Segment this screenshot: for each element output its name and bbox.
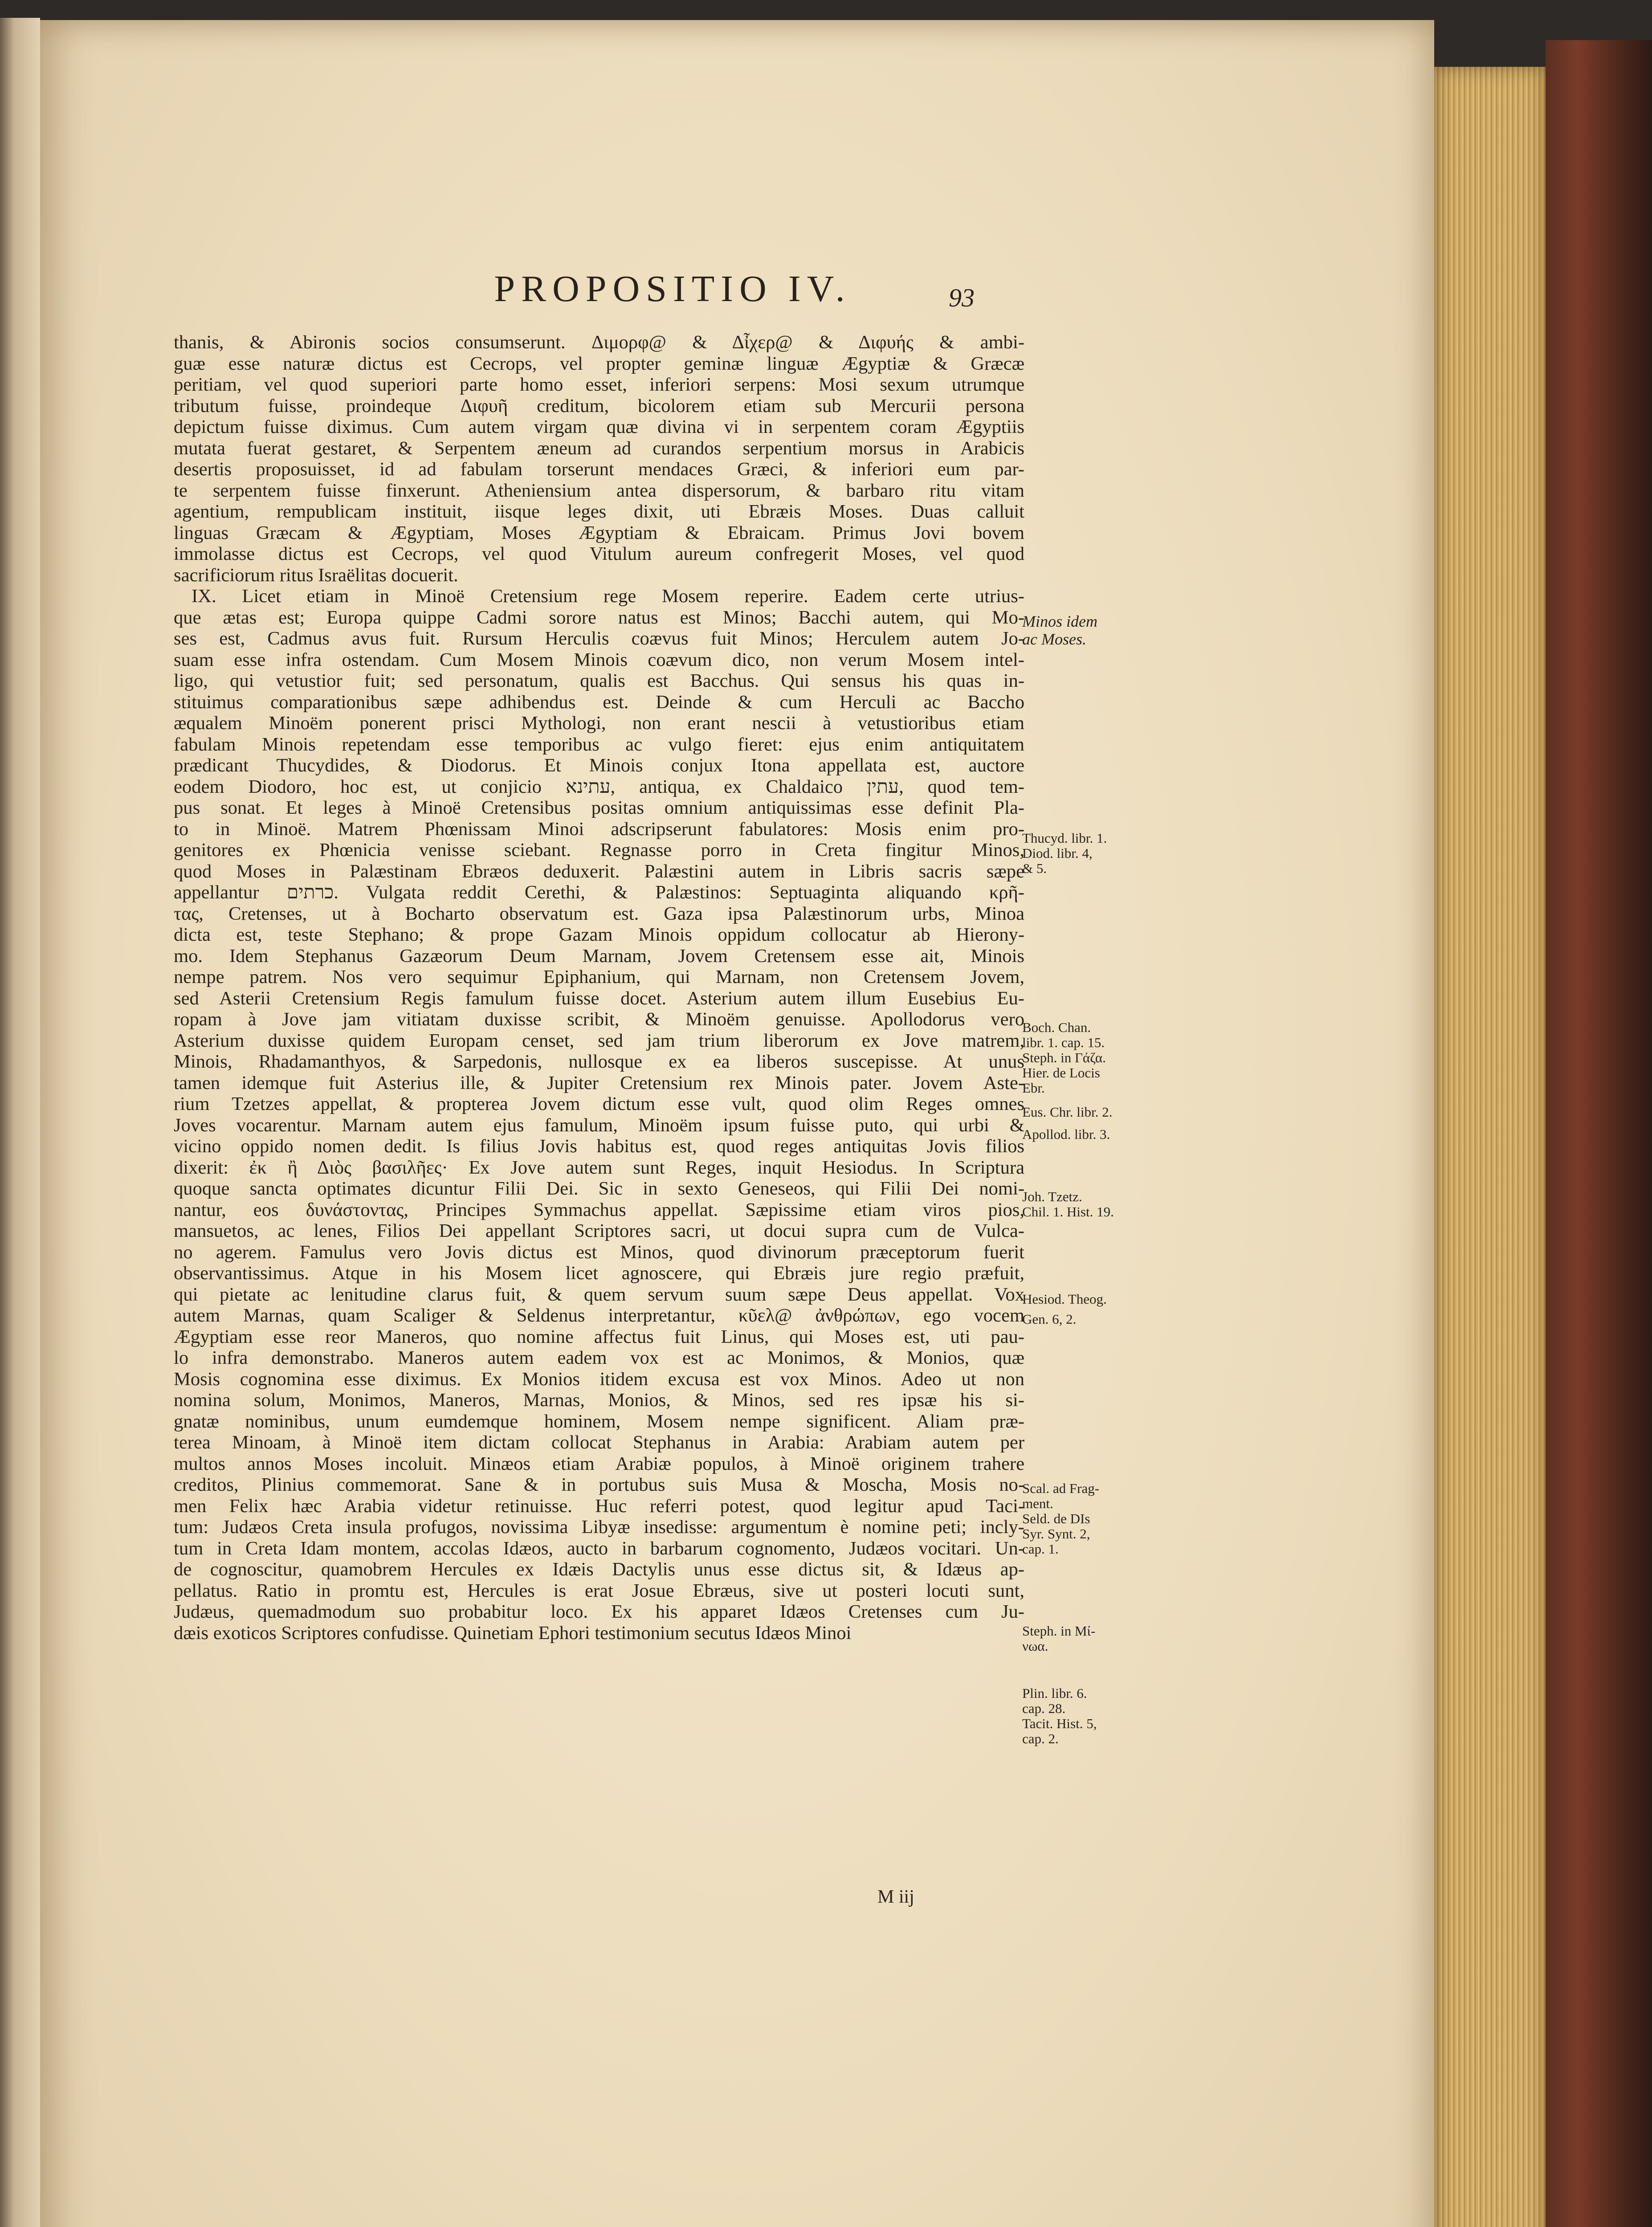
text-line: guæ esse naturæ dictus est Cecrops, vel propter geminæ linguæ Ægyptiæ & Græcæ [174, 353, 1024, 374]
text-line: sacrificiorum ritus Israëlitas docuerit. [174, 564, 458, 586]
marginal-note: Eus. Chr. libr. 2. [1022, 1104, 1113, 1120]
marginal-note: Thucyd. libr. 1. Diod. libr. 4, & 5. [1022, 830, 1107, 876]
text-line: suam esse infra ostendam. Cum Mosem Minois coævum dico, non verum Mosem intel- [174, 649, 1024, 670]
text-line: tributum fuisse, proindeque Διφυῆ creditum, bicolorem etiam sub Mercurii persona [174, 395, 1024, 416]
text-line: Judæus, quemadmodum suo probabitur loco. Ex his apparet Idæos Cretenses cum Ju- [174, 1601, 1024, 1622]
text-line: creditos, Plinius commemorat. Sane & in portubus suis Musa & Moscha, Mosis no- [174, 1474, 1024, 1495]
text-line: nomina solum, Monimos, Maneros, Marnas, Monios, & Minos, sed res ipsæ his si- [174, 1390, 1024, 1411]
text-line: ligo, qui vetustior fuit; sed personatum, qualis est Bacchus. Qui sensus his quas in- [174, 670, 1024, 691]
text-line: observantissimus. Atque in his Mosem licet agnoscere, qui Ebræis jure regio præfuit, [174, 1263, 1024, 1284]
text-line: tum in Creta Idam montem, accolas Idæos, aucto in barbarum cognomento, Judæos vocitari. Un- [174, 1538, 1024, 1559]
marginal-note: Boch. Chan. libr. 1. cap. 15. Steph. in Γάζα. Hier. de Locis Ebr. [1022, 1020, 1106, 1096]
text-line: multos annos Moses incoluit. Minæos etiam Arabiæ populos, à Minoë originem trahere [174, 1453, 1024, 1474]
text-line: gnatæ nominibus, unum eumdemque hominem, Mosem nempe significent. Aliam præ- [174, 1411, 1024, 1432]
text-line: Joves vocarentur. Marnam autem ejus famulum, Minoëm ipsum fuisse puto, qui urbi & [174, 1114, 1024, 1136]
text-line: qui pietate ac lenitudine clarus fuit, & quem servum suum sæpe Deus appellat. Vox [174, 1284, 1024, 1305]
text-line: rium Tzetzes appellat, & propterea Jovem dictum esse vult, quod olim Reges omnes [174, 1093, 1024, 1114]
text-line: pellatus. Ratio in promtu est, Hercules is erat Josue Ebræus, sive ut posteri locuti sunt, [174, 1580, 1024, 1601]
text-line: tamen idemque fuit Asterius ille, & Jupiter Cretensium rex Minois pater. Jovem Aste- [174, 1072, 1024, 1093]
text-line: men Felix hæc Arabia videtur retinuisse. Huc referri potest, quod legitur apud Taci- [174, 1495, 1024, 1517]
text-line: vicino oppido nomen dedit. Is filius Jovis habitus est, quod reges antiquitas Jovis filios [174, 1136, 1024, 1157]
cover-edge [1546, 40, 1652, 2227]
text-line: depictum fuisse diximus. Cum autem virgam quæ divina vi in serpentem coram Ægyptiis [174, 416, 1024, 437]
text-line: eodem Diodoro, hoc est, ut conjicio עתינא, antiqua, ex Chaldaico עתין, quod tem- [174, 776, 1024, 797]
text-line: fabulam Minois repetendam esse temporibus ac vulgo fieret: ejus enim antiquitatem [174, 734, 1024, 755]
text-line: de cognoscitur, quamobrem Hercules ex Idæis Dactylis unus esse dictus sit, & Idæus ap- [174, 1559, 1024, 1580]
text-line: que ætas est; Europa quippe Cadmi sorore natus est Minos; Bacchi autem, qui Mo- [174, 607, 1024, 628]
text-line: Asterium duxisse quidem Europam censet, sed jam trium liberorum ex Jove matrem, [174, 1030, 1024, 1051]
text-line: autem Marnas, quam Scaliger & Seldenus interpretantur, κῦελ@ ἀνθρώπων, ego vocem [174, 1305, 1024, 1326]
text-line: quod Moses in Palæstinam Ebræos deduxerit. Palæstini autem in Libris sacris sæpe [174, 861, 1024, 882]
marginal-note: Steph. in Μί- νωα. [1022, 1623, 1096, 1654]
text-line: quoque sancta optimates dicuntur Filii Dei. Sic in sexto Geneseos, qui Filii Dei nomi- [174, 1178, 1024, 1199]
text-line: peritiam, vel quod superiori parte homo esset, inferiori serpens: Mosi sexum utrumque [174, 374, 1024, 395]
running-title: PROPOSITIO IV. [494, 268, 851, 310]
marginal-notes [1022, 20, 1120, 2227]
fore-edge [1434, 67, 1546, 2227]
text-line: stituimus comparationibus sæpe adhibendus est. Deinde & cum Herculi ac Baccho [174, 691, 1024, 713]
text-line: appellantur כרתים. Vulgata reddit Cerethi, & Palæstinos: Septuaginta aliquando κρῆ- [174, 882, 1024, 903]
text-line: thanis, & Abironis socios consumserunt. Διμορφ@ & Δἶχερ@ & Διφυής & ambi- [174, 332, 1024, 353]
marginal-note: Apollod. libr. 3. [1022, 1126, 1110, 1142]
marginal-note: Scal. ad Frag- ment. Seld. de DIs Syr. Synt. 2, cap. 1. [1022, 1481, 1100, 1557]
text-line: mutata fuerat gestaret, & Serpentem æneum ad curandos serpentium morsus in Arabicis [174, 437, 1024, 459]
text-line: mo. Idem Stephanus Gazæorum Deum Marnam, Jovem Cretensem esse ait, Minois [174, 945, 1024, 967]
text-line: nantur, eos δυνάστοντας, Principes Symmachus appellat. Sæpissime etiam viros pios, [174, 1199, 1024, 1220]
book-page [40, 20, 1434, 2227]
signature-mark: M iij [877, 1887, 914, 1907]
body-text [174, 332, 1024, 1644]
text-line: no agerem. Famulus vero Jovis dictus est Minos, quod divinorum præceptorum fuerit [174, 1241, 1024, 1263]
text-line: ses est, Cadmus avus fuit. Rursum Herculis coævus fuit Minos; Herculem autem Jo- [174, 628, 1024, 649]
text-line: dæis exoticos Scriptores confudisse. Quinetiam Ephori testimonium secutus Idæos Minoi [174, 1622, 852, 1644]
text-line: prædicant Thucydides, & Diodorus. Et Minois conjux Itona appellata est, auctore [174, 755, 1024, 776]
page-header [40, 267, 1434, 334]
text-line: Ægyptiam esse reor Maneros, quo nomine affectus fuit Linus, qui Moses est, uti pau- [174, 1326, 1024, 1347]
text-line: æqualem Minoëm ponerent prisci Mythologi, non erant nescii à vetustioribus etiam [174, 713, 1024, 734]
left-page-edge [0, 18, 40, 2227]
text-line: tum: Judæos Creta insula profugos, novissima Libyæ insedisse: argumentum è nomine peti; incly- [174, 1517, 1024, 1538]
text-line: linguas Græcam & Ægyptiam, Moses Ægyptiam & Ebraicam. Primus Jovi bovem [174, 522, 1024, 543]
text-line: pus sonat. Et leges à Minoë Cretensibus positas omnium antiquissimas esse definit Pla- [174, 797, 1024, 818]
text-line: τας, Cretenses, ut à Bocharto observatum est. Gaza ipsa Palæstinorum urbs, Minoa [174, 903, 1024, 924]
text-line: genitores ex Phœnicia venisse sciebant. Regnasse porro in Creta fingitur Minos, [174, 840, 1024, 861]
page-number: 93 [949, 283, 975, 312]
text-line: dixerit: ἐκ ἢ Διὸς βασιλῆες· Ex Jove autem sunt Reges, inquit Hesiodus. In Scriptura [174, 1157, 1024, 1178]
text-line: ropam à Jove jam vitiatam duxisse scribit, & Minoëm genuisse. Apollodorus vero [174, 1009, 1024, 1030]
text-line: to in Minoë. Matrem Phœnissam Minoi adscripserunt fabulatores: Mosis enim pro- [174, 818, 1024, 840]
text-line: sed Asterii Cretensium Regis famulum fuisse docet. Asterium autem illum Eusebius Eu- [174, 987, 1024, 1009]
text-line: terea Minoam, à Minoë item dictam collocat Stephanus in Arabia: Arabiam autem per [174, 1432, 1024, 1453]
marginal-note: Hesiod. Theog. [1022, 1291, 1107, 1307]
text-line: mansuetos, ac lenes, Filios Dei appellant Scriptores sacri, ut docui supra cum de Vulca- [174, 1220, 1024, 1241]
marginal-note: Joh. Tzetz. Chil. 1. Hist. 19. [1022, 1189, 1114, 1220]
text-line: Mosis cognomina esse diximus. Ex Monios itidem excusa est vox Minos. Adeo ut non [174, 1368, 1024, 1390]
text-line: IX. Licet etiam in Minoë Cretensium rege Mosem reperire. Eadem certe utrius- [192, 586, 1024, 607]
text-line: agentium, rempublicam instituit, iisque leges dixit, uti Ebræis Moses. Duas calluit [174, 501, 1024, 522]
text-line: nempe patrem. Nos vero sequimur Epiphanium, qui Marnam, non Cretensem Jovem, [174, 967, 1024, 987]
text-line: lo infra demonstrabo. Maneros autem eadem vox est ac Monimos, & Monios, quæ [174, 1347, 1024, 1368]
marginal-note: Gen. 6, 2. [1022, 1311, 1077, 1327]
text-line: desertis proposuisset, id ad fabulam torserunt mendaces Græci, & inferiori eum par- [174, 459, 1024, 480]
marginal-note: Plin. libr. 6. cap. 28. Tacit. Hist. 5, cap. 2. [1022, 1685, 1097, 1746]
marginal-note: Minos idem ac Moses. [1022, 612, 1097, 648]
text-line: Minois, Rhadamanthyos, & Sarpedonis, nullosque ex ea liberos suscepisse. At unus [174, 1051, 1024, 1072]
text-line: immolasse dictus est Cecrops, vel quod Vitulum aureum confregerit Moses, vel quod [174, 543, 1024, 564]
text-line: te serpentem fuisse finxerunt. Atheniensium antea dispersorum, & barbaro ritu vitam [174, 480, 1024, 501]
text-line: dicta est, teste Stephano; & prope Gazam Minois oppidum collocatur ab Hierony- [174, 924, 1024, 945]
